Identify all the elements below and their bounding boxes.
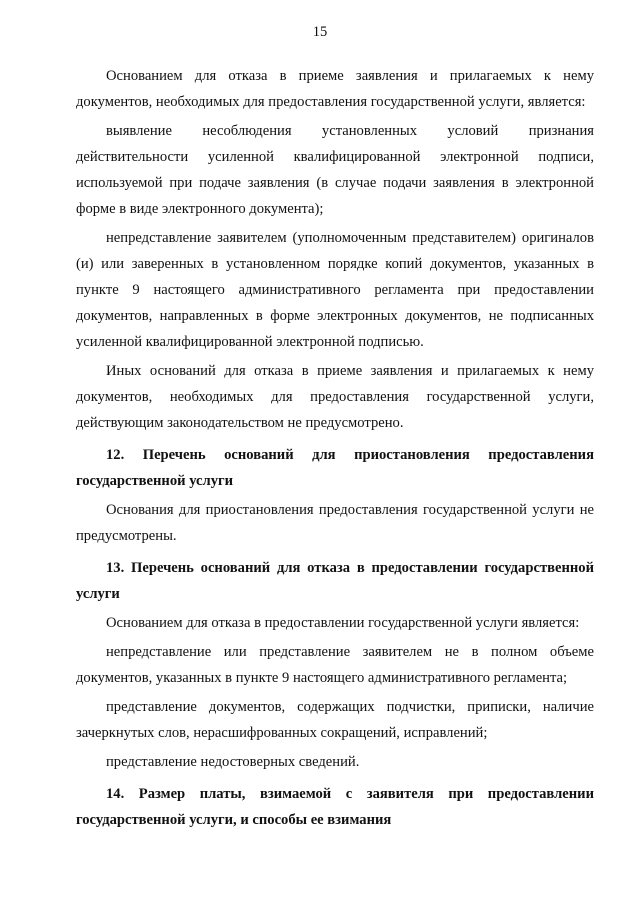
document-body [76, 63, 594, 833]
paragraph-refusal-grounds-intro: Основанием для отказа в приеме заявления и прилагаемых к нему документов, необходимых для предоставления государственной услуги, является: [76, 68, 594, 110]
page-number: 15 [312, 24, 328, 40]
paragraph-altered-documents: представление документов, содержащих подчистки, приписки, наличие зачеркнутых слов, нерасшифрованных сокращений, исправлений; [76, 699, 594, 741]
paragraph-false-information: представление недостоверных сведений. [106, 754, 360, 770]
paragraph-originals-missing: непредставление заявителем (уполномоченным представителем) оригиналов (и) или заверенных в установленном порядке копий документов, указанных в пункте 9 настоящего административного регламента при предоставлении документов, направленных в форме электронных документов, не подписанных усиленной квалифицированной электронной подписью. [76, 230, 594, 350]
paragraph-no-other-grounds: Иных оснований для отказа в приеме заявления и прилагаемых к нему документов, необходимых для предоставления государственной услуги, действующим законодательством не предусмотрено. [76, 363, 594, 431]
section-heading-12: 12. Перечень оснований для приостановления предоставления государственной услуги [76, 447, 594, 489]
section-heading-13: 13. Перечень оснований для отказа в предоставлении государственной услуги [76, 560, 594, 602]
paragraph-denial-grounds-intro: Основанием для отказа в предоставлении государственной услуги является: [106, 615, 580, 631]
section-heading-14: 14. Размер платы, взимаемой с заявителя при предоставлении государственной услуги, и способы ее взимания [76, 786, 594, 828]
paragraph-no-suspension: Основания для приостановления предоставления государственной услуги не предусмотрены. [76, 502, 594, 544]
paragraph-signature-invalid: выявление несоблюдения установленных условий признания действительности усиленной квалифицированной электронной подписи, используемой при подаче заявления (в случае подачи заявления в электронной форме в виде электронного документа); [76, 123, 594, 217]
paragraph-incomplete-documents: непредставление или представление заявителем не в полном объеме документов, указанных в пункте 9 настоящего административного регламента; [76, 644, 594, 686]
